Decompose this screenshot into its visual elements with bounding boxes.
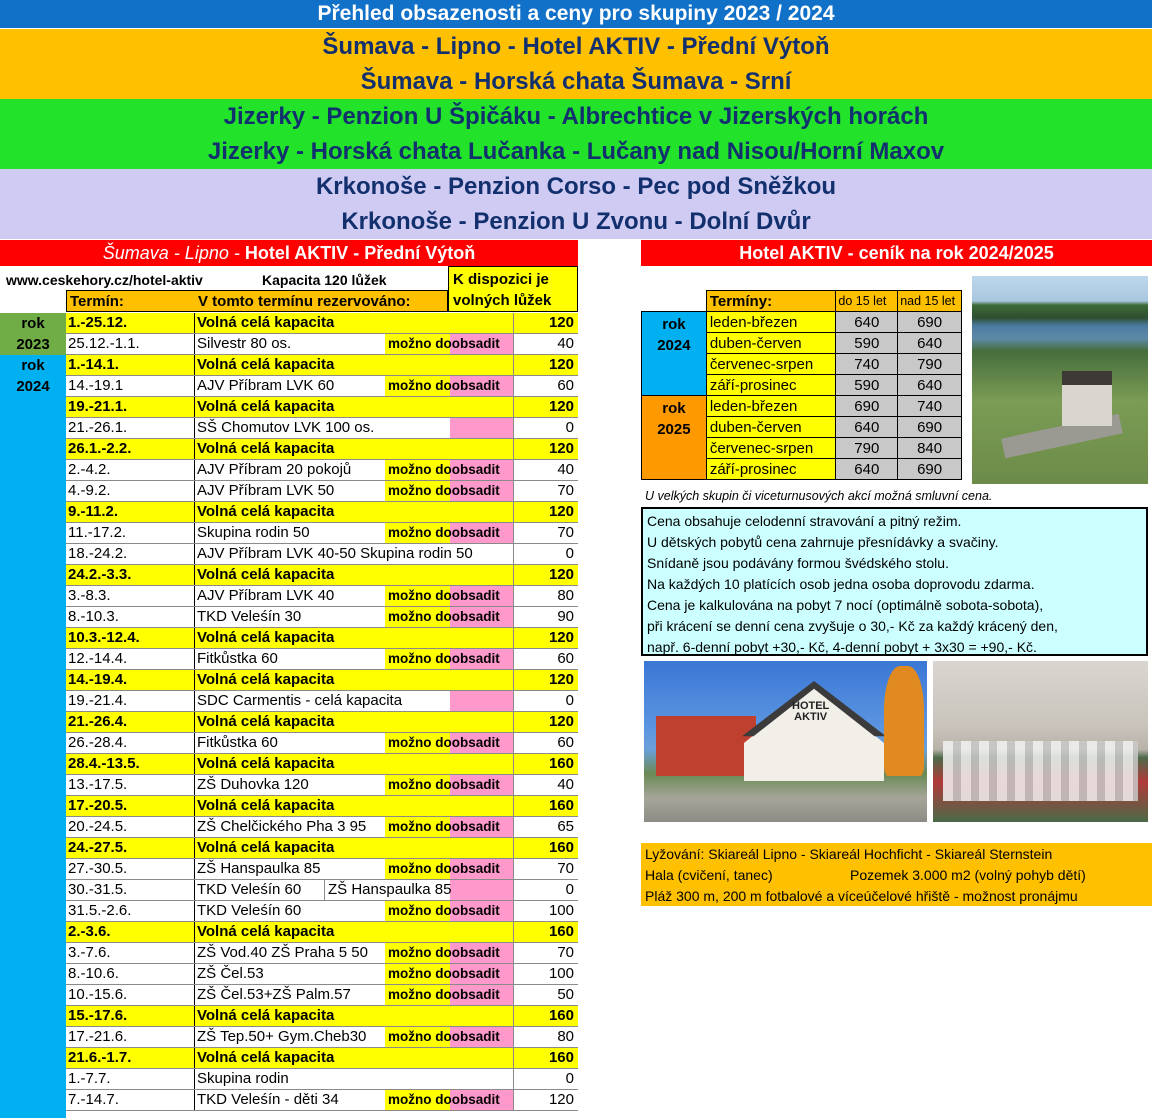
price-over15: 740 xyxy=(898,396,962,417)
row-divider xyxy=(194,901,195,921)
row-divider xyxy=(194,586,195,606)
page-title: Přehled obsazenosti a ceny pro skupiny 2023 / 2024 xyxy=(0,0,1152,28)
row-available-beds: 120 xyxy=(513,355,578,375)
row-term: 21.6.-1.7. xyxy=(68,1049,132,1066)
hotel-aerial-photo xyxy=(972,276,1148,484)
row-divider xyxy=(194,460,195,480)
price-under15: 590 xyxy=(836,333,898,354)
row-term: 24.2.-3.3. xyxy=(68,566,132,583)
row-available-beds: 120 xyxy=(513,628,578,648)
photo-sign-line2: AKTIV xyxy=(794,711,828,723)
row-divider xyxy=(194,1090,195,1110)
price-period: duben-červen xyxy=(706,417,836,438)
row-divider xyxy=(194,439,195,459)
price-period: červenec-srpen xyxy=(706,354,836,375)
row-booking: Volná celá kapacita xyxy=(197,797,335,814)
row-booking: ZŠ Chelčického Pha 3 95 xyxy=(197,818,367,835)
row-booking: AJV Příbram 20 pokojů xyxy=(197,461,352,478)
row-divider xyxy=(194,1069,195,1089)
row-term: 2.-3.6. xyxy=(68,923,111,940)
row-term: 7.-14.7. xyxy=(68,1091,119,1108)
row-booking: Volná celá kapacita xyxy=(197,1007,335,1024)
banner-krkonose-zvonu: Krkonoše - Penzion U Zvonu - Dolní Dvůr xyxy=(0,204,1152,239)
row-booking: ZŠ Hanspaulka 85 xyxy=(197,860,321,877)
row-booking: Volná celá kapacita xyxy=(197,314,335,331)
row-available-beds: 0 xyxy=(513,691,578,711)
fill-available-label: možno doobsadit xyxy=(388,336,500,351)
row-term: 1.-7.7. xyxy=(68,1070,111,1087)
row-term: 1.-14.1. xyxy=(68,356,119,373)
row-booking: AJV Příbram LVK 60 xyxy=(197,377,335,394)
row-divider xyxy=(194,1027,195,1047)
table-row xyxy=(66,1027,578,1048)
row-booking: Volná celá kapacita xyxy=(197,398,335,415)
row-divider xyxy=(194,418,195,438)
row-divider xyxy=(194,313,195,333)
row-divider xyxy=(194,1006,195,1026)
price-under15: 590 xyxy=(836,375,898,396)
row-booking: AJV Příbram LVK 40-50 Skupina rodin 50 xyxy=(197,545,473,562)
hotel-capacity: Kapacita 120 lůžek xyxy=(262,272,387,288)
table-row xyxy=(66,817,578,838)
row-booking: ZŠ Tep.50+ Gym.Cheb30 xyxy=(197,1028,367,1045)
year-2024-word: rok xyxy=(21,357,45,374)
price-list-header: Hotel AKTIV - ceník na rok 2024/2025 xyxy=(641,240,1152,266)
table-row xyxy=(66,670,578,691)
table-row xyxy=(66,754,578,775)
row-available-beds: 0 xyxy=(513,544,578,564)
row-term: 9.-11.2. xyxy=(68,503,119,520)
row-divider xyxy=(194,796,195,816)
fill-available-label: možno doobsadit xyxy=(388,777,500,792)
table-row xyxy=(66,964,578,985)
row-available-beds: 160 xyxy=(513,838,578,858)
fill-available-label: možno doobsadit xyxy=(388,819,500,834)
price-under15: 640 xyxy=(836,312,898,333)
row-available-beds: 120 xyxy=(513,670,578,690)
row-booking: Skupina rodin 50 xyxy=(197,524,310,541)
amenities-land: Pozemek 3.000 m2 (volný pohyb dětí) xyxy=(850,867,1086,883)
row-divider xyxy=(194,964,195,984)
table-row xyxy=(66,355,578,376)
price-conditions-box xyxy=(641,507,1148,656)
table-row xyxy=(66,565,578,586)
row-booking: ZŠ Duhovka 120 xyxy=(197,776,309,793)
banner-sumava-srni: Šumava - Horská chata Šumava - Srní xyxy=(0,64,1152,99)
price-under15: 690 xyxy=(836,396,898,417)
price-table xyxy=(641,290,962,480)
table-row xyxy=(66,439,578,460)
table-row xyxy=(66,880,578,901)
row-available-beds: 100 xyxy=(513,901,578,921)
fill-available-label: možno doobsadit xyxy=(388,735,500,750)
row-divider xyxy=(194,943,195,963)
row-divider xyxy=(194,712,195,732)
row-available-beds: 40 xyxy=(513,775,578,795)
fill-available-label: možno doobsadit xyxy=(388,651,500,666)
row-available-beds: 70 xyxy=(513,523,578,543)
price-under15: 740 xyxy=(836,354,898,375)
table-row xyxy=(66,901,578,922)
fill-available-label: možno doobsadit xyxy=(388,588,500,603)
table-row xyxy=(66,481,578,502)
hotel-url-link[interactable]: www.ceskehory.cz/hotel-aktiv xyxy=(6,272,203,288)
row-available-beds: 40 xyxy=(513,334,578,354)
year-2023-number: 2023 xyxy=(16,336,50,353)
hotel-front-photo xyxy=(644,661,927,822)
price-year-number: 2025 xyxy=(657,421,691,438)
row-term: 17.-20.5. xyxy=(68,797,128,814)
price-row xyxy=(642,396,962,417)
row-term: 3.-8.3. xyxy=(68,587,111,604)
occupancy-table xyxy=(66,313,578,1111)
price-condition-line: Na každých 10 platících osob jedna osoba doprovodu zdarma. xyxy=(647,576,1035,592)
occupancy-header-region: Šumava - Lipno - xyxy=(102,243,245,263)
row-divider xyxy=(194,733,195,753)
price-table-corner xyxy=(642,291,707,312)
price-year-number: 2024 xyxy=(657,337,691,354)
row-term: 14.-19.1 xyxy=(68,377,124,394)
row-booking: Fitkůstka 60 xyxy=(197,650,278,667)
row-available-beds: 0 xyxy=(513,1069,578,1089)
row-divider xyxy=(194,376,195,396)
row-booking: ZŠ Čel.53 xyxy=(197,965,264,982)
column-term: Termín: xyxy=(70,293,124,310)
table-row xyxy=(66,523,578,544)
row-divider xyxy=(194,502,195,522)
price-over15: 790 xyxy=(898,354,962,375)
row-divider xyxy=(194,817,195,837)
row-available-beds: 80 xyxy=(513,586,578,606)
photo-hotel-building xyxy=(1062,371,1112,426)
table-row xyxy=(66,859,578,880)
table-row xyxy=(66,376,578,397)
row-term: 14.-19.4. xyxy=(68,671,128,688)
price-year-cell xyxy=(642,396,707,480)
row-available-beds: 120 xyxy=(513,313,578,333)
row-booking: TKD Veleśín 60 xyxy=(197,902,302,919)
fill-available-label: možno doobsadit xyxy=(388,378,500,393)
row-available-beds: 40 xyxy=(513,460,578,480)
row-booking: AJV Příbram LVK 40 xyxy=(197,587,335,604)
row-term: 8.-10.6. xyxy=(68,965,119,982)
row-booking: TKD Veleśín 60 xyxy=(197,881,302,898)
row-booking: Skupina rodin xyxy=(197,1070,289,1087)
row-available-beds: 120 xyxy=(513,439,578,459)
row-term: 27.-30.5. xyxy=(68,860,128,877)
year-2024-label xyxy=(0,355,66,397)
photo-children-exercising xyxy=(943,741,1138,801)
row-term: 21.-26.4. xyxy=(68,713,128,730)
available-beds-header xyxy=(448,266,578,312)
row-term: 24.-27.5. xyxy=(68,839,128,856)
row-term: 19.-21.4. xyxy=(68,692,128,709)
price-over15: 690 xyxy=(898,417,962,438)
row-term: 26.1.-2.2. xyxy=(68,440,132,457)
price-over15: 690 xyxy=(898,312,962,333)
fill-available-label: možno doobsadit xyxy=(388,945,500,960)
price-period: leden-březen xyxy=(706,312,836,333)
row-term: 31.5.-2.6. xyxy=(68,902,132,919)
row-available-beds: 100 xyxy=(513,964,578,984)
row-term: 1.-25.12. xyxy=(68,314,128,331)
row-booking: Volná celá kapacita xyxy=(197,1049,335,1066)
row-term: 10.-15.6. xyxy=(68,986,128,1003)
row-term: 19.-21.1. xyxy=(68,398,128,415)
row-booking: Volná celá kapacita xyxy=(197,713,335,730)
row-booking: Volná celá kapacita xyxy=(197,566,335,583)
row-available-beds: 160 xyxy=(513,1048,578,1068)
table-row xyxy=(66,922,578,943)
row-divider xyxy=(194,838,195,858)
table-row xyxy=(66,586,578,607)
row-available-beds: 120 xyxy=(513,502,578,522)
row-booking: Volná celá kapacita xyxy=(197,923,335,940)
row-available-beds: 120 xyxy=(513,1090,578,1110)
row-term: 26.-28.4. xyxy=(68,734,128,751)
price-condition-line: U dětských pobytů cena zahrnuje přesnídávky a svačiny. xyxy=(647,534,999,550)
row-available-beds: 160 xyxy=(513,796,578,816)
row-available-beds: 60 xyxy=(513,649,578,669)
fill-available-label: možno doobsadit xyxy=(388,483,500,498)
row-divider xyxy=(194,859,195,879)
row-booking: Volná celá kapacita xyxy=(197,356,335,373)
price-condition-line: Snídaně jsou podávány formou švédského stolu. xyxy=(647,555,949,571)
row-divider xyxy=(194,523,195,543)
table-row xyxy=(66,691,578,712)
row-term: 30.-31.5. xyxy=(68,881,128,898)
year-column xyxy=(0,313,66,1118)
row-available-beds: 50 xyxy=(513,985,578,1005)
table-row xyxy=(66,943,578,964)
price-period: duben-červen xyxy=(706,333,836,354)
row-divider xyxy=(194,754,195,774)
amenities-box xyxy=(641,843,1152,906)
row-booking-secondary: ZŠ Hanspaulka 85 xyxy=(324,880,451,900)
price-over15: 840 xyxy=(898,438,962,459)
table-row xyxy=(66,796,578,817)
row-booking: Volná celá kapacita xyxy=(197,671,335,688)
row-divider xyxy=(194,397,195,417)
price-year-cell xyxy=(642,312,707,396)
row-booking: TKD Veleśín - děti 34 xyxy=(197,1091,339,1108)
table-row xyxy=(66,502,578,523)
banner-jizerky-lucanka: Jizerky - Horská chata Lučanka - Lučany nad Nisou/Horní Maxov xyxy=(0,134,1152,169)
row-divider xyxy=(194,922,195,942)
photo-hotel-wing xyxy=(656,716,756,776)
row-booking: SŠ Chomutov LVK 100 os. xyxy=(197,419,375,436)
row-available-beds: 60 xyxy=(513,733,578,753)
row-divider xyxy=(194,985,195,1005)
table-row xyxy=(66,985,578,1006)
row-available-beds: 70 xyxy=(513,859,578,879)
price-period: červenec-srpen xyxy=(706,438,836,459)
table-row xyxy=(66,313,578,334)
row-divider xyxy=(194,670,195,690)
row-available-beds: 70 xyxy=(513,481,578,501)
price-period: leden-březen xyxy=(706,396,836,417)
fill-available-label: možno doobsadit xyxy=(388,903,500,918)
row-available-beds: 160 xyxy=(513,922,578,942)
row-term: 28.4.-13.5. xyxy=(68,755,140,772)
row-term: 25.12.-1.1. xyxy=(68,335,140,352)
row-divider xyxy=(194,775,195,795)
fill-available-label: možno doobsadit xyxy=(388,966,500,981)
row-divider xyxy=(194,1048,195,1068)
row-booking: ZŠ Čel.53+ZŠ Palm.57 xyxy=(197,986,351,1003)
row-term: 11.-17.2. xyxy=(68,524,127,541)
row-divider xyxy=(194,880,195,900)
price-period: září-prosinec xyxy=(706,459,836,480)
row-booking: Volná celá kapacita xyxy=(197,629,335,646)
fill-available-label: možno doobsadit xyxy=(388,525,500,540)
row-available-beds: 120 xyxy=(513,565,578,585)
table-row xyxy=(66,460,578,481)
row-booking: Fitkůstka 60 xyxy=(197,734,278,751)
row-available-beds: 80 xyxy=(513,1027,578,1047)
fill-available-label: možno doobsadit xyxy=(388,609,500,624)
price-period: září-prosinec xyxy=(706,375,836,396)
banner-sumava-lipno: Šumava - Lipno - Hotel AKTIV - Přední Výtoň xyxy=(0,29,1152,64)
price-table-header-row xyxy=(642,291,962,312)
row-available-beds: 60 xyxy=(513,376,578,396)
row-booking: Volná celá kapacita xyxy=(197,440,335,457)
table-row xyxy=(66,607,578,628)
price-condition-line: při krácení se denní cena zvyšuje o 30,- Kč za každý krácený den, xyxy=(647,618,1058,634)
amenities-skiing: Lyžování: Skiareál Lipno - Skiareál Hochficht - Skiareál Sternstein xyxy=(645,846,1053,862)
price-row xyxy=(642,312,962,333)
price-under15: 640 xyxy=(836,417,898,438)
row-booking: Volná celá kapacita xyxy=(197,503,335,520)
photo-hotel-sign xyxy=(792,701,829,723)
row-divider xyxy=(194,607,195,627)
row-booking: Volná celá kapacita xyxy=(197,839,335,856)
table-row xyxy=(66,649,578,670)
row-available-beds: 120 xyxy=(513,712,578,732)
row-term: 18.-24.2. xyxy=(68,545,128,562)
row-term: 12.-14.4. xyxy=(68,650,128,667)
price-col-over15: nad 15 let xyxy=(898,291,962,312)
row-divider xyxy=(194,544,195,564)
row-available-beds: 90 xyxy=(513,607,578,627)
year-2023-label xyxy=(0,313,66,355)
row-divider xyxy=(194,481,195,501)
price-condition-line: Cena je kalkulována na pobyt 7 nocí (optimálně sobota-sobota), xyxy=(647,597,1044,613)
row-divider xyxy=(194,565,195,585)
row-available-beds: 65 xyxy=(513,817,578,837)
column-booked: V tomto termínu rezervováno: xyxy=(198,293,411,310)
row-booking: Silvestr 80 os. xyxy=(197,335,292,352)
row-term: 13.-17.5. xyxy=(68,776,128,793)
table-row xyxy=(66,712,578,733)
row-term: 21.-26.1. xyxy=(68,419,128,436)
row-term: 17.-21.6. xyxy=(68,1028,128,1045)
year-2023-word: rok xyxy=(21,315,45,332)
price-under15: 640 xyxy=(836,459,898,480)
price-col-under15: do 15 let xyxy=(836,291,898,312)
table-row xyxy=(66,733,578,754)
price-col-terms: Termíny: xyxy=(706,291,836,312)
row-available-beds: 120 xyxy=(513,397,578,417)
available-beds-line2: volných lůžek xyxy=(453,292,552,309)
table-row xyxy=(66,418,578,439)
row-term: 20.-24.5. xyxy=(68,818,128,835)
price-year-word: rok xyxy=(662,400,686,417)
row-divider xyxy=(194,628,195,648)
fill-available-label: možno doobsadit xyxy=(388,1092,500,1107)
fill-available-label: možno doobsadit xyxy=(388,987,500,1002)
row-booking: SDC Carmentis - celá kapacita xyxy=(197,692,403,709)
row-term: 3.-7.6. xyxy=(68,944,111,961)
table-row xyxy=(66,1090,578,1111)
amenities-hall: Hala (cvičení, tanec) xyxy=(645,867,773,883)
fill-available-label: možno doobsadit xyxy=(388,861,500,876)
price-year-word: rok xyxy=(662,316,686,333)
table-row xyxy=(66,1069,578,1090)
row-available-beds: 160 xyxy=(513,754,578,774)
table-row xyxy=(66,838,578,859)
row-available-beds: 160 xyxy=(513,1006,578,1026)
table-row xyxy=(66,334,578,355)
row-term: 8.-10.3. xyxy=(68,608,119,625)
table-row xyxy=(66,628,578,649)
row-booking: TKD Veleśín 30 xyxy=(197,608,302,625)
table-row xyxy=(66,1006,578,1027)
price-condition-line: Cena obsahuje celodenní stravování a pitný režim. xyxy=(647,513,962,529)
row-divider xyxy=(194,691,195,711)
table-row xyxy=(66,544,578,565)
fill-available-label: možno doobsadit xyxy=(388,462,500,477)
row-term: 10.3.-12.4. xyxy=(68,629,140,646)
row-available-beds: 70 xyxy=(513,943,578,963)
available-beds-line1: K dispozici je xyxy=(453,271,549,288)
row-booking: ZŠ Vod.40 ZŠ Praha 5 50 xyxy=(197,944,368,961)
row-available-beds: 0 xyxy=(513,418,578,438)
row-term: 2.-4.2. xyxy=(68,461,111,478)
price-under15: 790 xyxy=(836,438,898,459)
row-booking: Volná celá kapacita xyxy=(197,755,335,772)
table-row xyxy=(66,775,578,796)
occupancy-header-hotel: Hotel AKTIV - Přední Výtoň xyxy=(244,243,476,263)
year-2024-number: 2024 xyxy=(16,378,50,395)
row-divider xyxy=(194,649,195,669)
row-divider xyxy=(194,355,195,375)
photo-sign-line1: HOTEL xyxy=(792,700,830,712)
table-row xyxy=(66,1048,578,1069)
row-term: 15.-17.6. xyxy=(68,1007,128,1024)
price-note: U velkých skupin či viceturnusových akcí možná smluvní cena. xyxy=(645,489,993,503)
occupancy-header xyxy=(0,240,578,266)
photo-autumn-tree xyxy=(884,666,924,776)
table-row xyxy=(66,397,578,418)
price-condition-line: např. 6-denní pobyt +30,- Kč, 4-denní pobyt + 3x30 = +90,- Kč. xyxy=(647,639,1037,655)
gym-hall-photo xyxy=(933,661,1148,822)
row-divider xyxy=(194,334,195,354)
banner-jizerky-spicak: Jizerky - Penzion U Špičáku - Albrechtice v Jizerských horách xyxy=(0,99,1152,134)
row-available-beds: 0 xyxy=(513,880,578,900)
row-booking: AJV Příbram LVK 50 xyxy=(197,482,335,499)
price-over15: 640 xyxy=(898,333,962,354)
banner-krkonose-corso: Krkonoše - Penzion Corso - Pec pod Sněžkou xyxy=(0,169,1152,204)
amenities-beach: Pláž 300 m, 200 m fotbalové a víceúčelové hřiště - možnost pronájmu xyxy=(645,888,1078,904)
row-term: 4.-9.2. xyxy=(68,482,111,499)
price-over15: 640 xyxy=(898,375,962,396)
price-over15: 690 xyxy=(898,459,962,480)
occupancy-column-headers xyxy=(66,290,448,312)
fill-available-label: možno doobsadit xyxy=(388,1029,500,1044)
